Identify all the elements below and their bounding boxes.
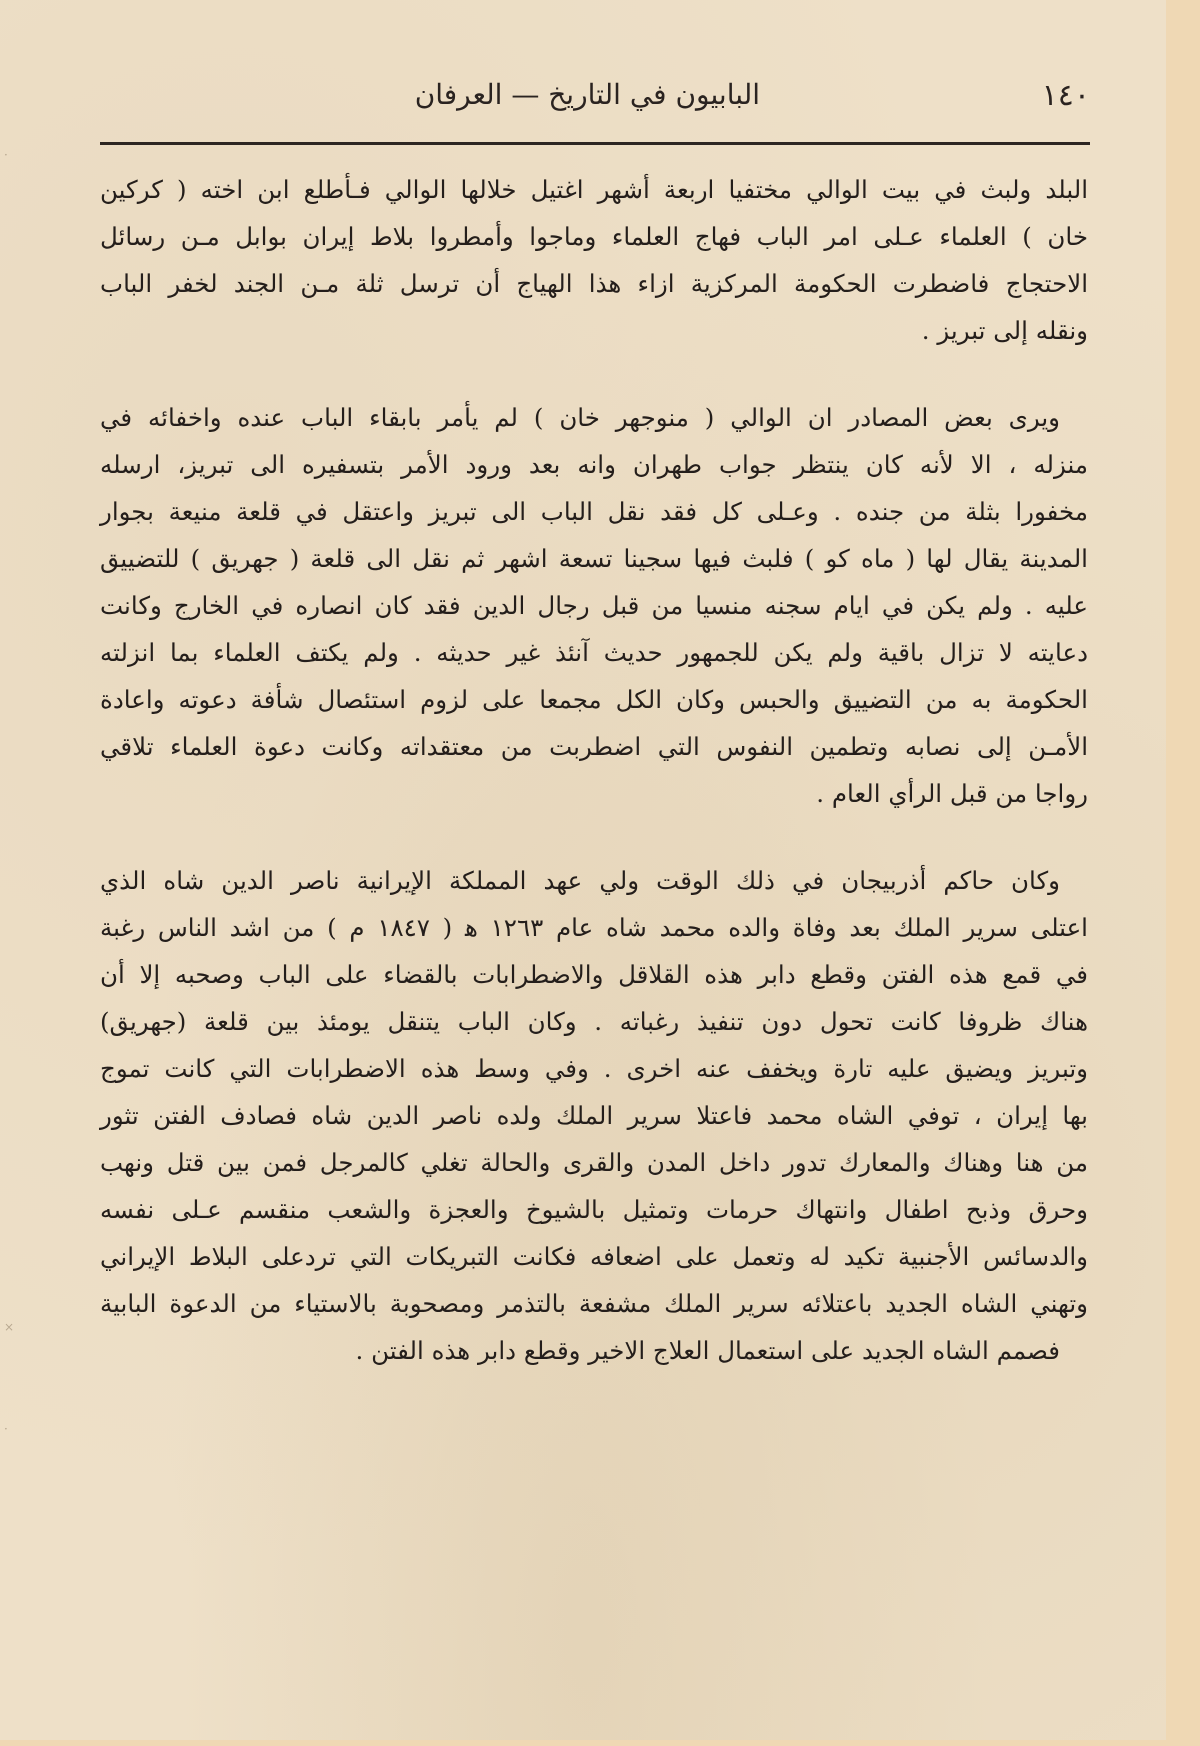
text-line: هناك ظروفا كانت تحول دون تنفيذ رغباته . وكان الباب يتنقل يومئذ بين قلعة (جهريق)	[100, 1007, 1088, 1036]
text-line: الاحتجاج فاضطرت الحكومة المركزية ازاء هذا الهياج أن ترسل ثلة مـن الجند لخفر الباب	[100, 269, 1088, 298]
text-line: ويرى بعض المصادر ان الوالي ( منوجهر خان ) لم يأمر بابقاء الباب عنده واخفائه في	[100, 403, 1060, 432]
paragraph-gap	[100, 817, 1088, 857]
page-number: ١٤٠	[1041, 78, 1090, 113]
paragraph-3	[100, 857, 1088, 1374]
body-text	[100, 166, 1088, 1374]
text-line: ونقله إلى تبريز .	[921, 316, 1088, 345]
margin-mark: ×	[4, 1320, 15, 1334]
text-line: رواجا من قبل الرأي العام .	[816, 779, 1088, 808]
paragraph-1	[100, 166, 1088, 354]
running-title: البابيون في التاريخ — العرفان	[414, 78, 760, 111]
text-line: وحرق وذبح اطفال وانتهاك حرمات وتمثيل بالشيوخ والعجزة والشعب منقسم عـلى نفسه	[100, 1195, 1088, 1224]
text-line: اعتلى سرير الملك بعد وفاة والده محمد شاه عام ١٢٦٣ ﻫ ( ١٨٤٧ م ) من اشد الناس رغبة	[100, 913, 1088, 942]
text-line: عليه . ولم يكن في ايام سجنه منسيا من قبل رجال الدين فقد كان انصاره في الخارج وكانت	[100, 591, 1088, 620]
text-line: وتبريز ويضيق عليه تارة ويخفف عنه اخرى . وفي وسط هذه الاضطرابات التي كانت تموج	[100, 1054, 1088, 1083]
text-line: وتهني الشاه الجديد باعتلائه سرير الملك مشفعة بالتذمر ومصحوبة بالاستياء من الدعوة البابية	[100, 1289, 1088, 1318]
text-line: فصمم الشاه الجديد على استعمال العلاج الاخير وقطع دابر هذه الفتن .	[355, 1336, 1060, 1365]
page-header	[100, 70, 1090, 130]
text-line: الأمـن إلى نصابه وتطمين النفوس التي اضطربت من معتقداته وكانت دعوة العلماء تلاقي	[100, 732, 1088, 761]
text-line: دعايته لا تزال باقية ولم يكن للجمهور حديث آنئذ غير حديثه . ولم يكتف العلماء بما انزلته	[100, 638, 1088, 667]
margin-mark: ·	[4, 1422, 8, 1436]
text-line: منزله ، الا لأنه كان ينتظر جواب طهران وانه بعد ورود الأمر بتسفيره الى تبريز، ارسله	[100, 450, 1088, 479]
paragraph-2	[100, 394, 1088, 817]
text-line: خان ) العلماء عـلى امر الباب فهاج العلماء وماجوا وأمطروا بلاط إيران بوابل مـن رسائل	[100, 222, 1088, 251]
text-line: بها إيران ، توفي الشاه محمد فاعتلا سرير الملك ولده ناصر الدين شاه فصادف الفتن تثور	[100, 1101, 1088, 1130]
text-line: البلد ولبث في بيت الوالي مختفيا اربعة أشهر اغتيل خلالها الوالي فـأطلع ابن اخته ( كركين	[100, 175, 1088, 204]
text-line: المدينة يقال لها ( ماه كو ) فلبث فيها سجينا تسعة اشهر ثم نقل الى قلعة ( جهريق ) للتضييق	[100, 544, 1088, 573]
text-line: من هنا وهناك والمعارك تدور داخل المدن والقرى والحالة تغلي كالمرجل فمن بين قتل ونهب	[100, 1148, 1088, 1177]
header-rule	[100, 142, 1090, 145]
text-line: الحكومة به من التضييق والحبس وكان الكل مجمعا على لزوم استئصال شأفة دعوته واعادة	[100, 685, 1088, 714]
text-line: مخفورا بثلة من جنده . وعـلى كل فقد نقل الباب الى تبريز واعتقل في قلعة منيعة بجوار	[100, 497, 1088, 526]
text-line: والدسائس الأجنبية تكيد له وتعمل على اضعافه فكانت التبريكات التي تردعلى البلاط الإيراني	[100, 1242, 1088, 1271]
margin-mark: ·	[4, 148, 8, 162]
paragraph-gap	[100, 354, 1088, 394]
text-line: وكان حاكم أذربيجان في ذلك الوقت ولي عهد المملكة الإيرانية ناصر الدين شاه الذي	[100, 866, 1060, 895]
text-line: في قمع هذه الفتن وقطع دابر هذه القلاقل والاضطرابات بالقضاء على الباب وصحبه إلا أن	[100, 960, 1088, 989]
